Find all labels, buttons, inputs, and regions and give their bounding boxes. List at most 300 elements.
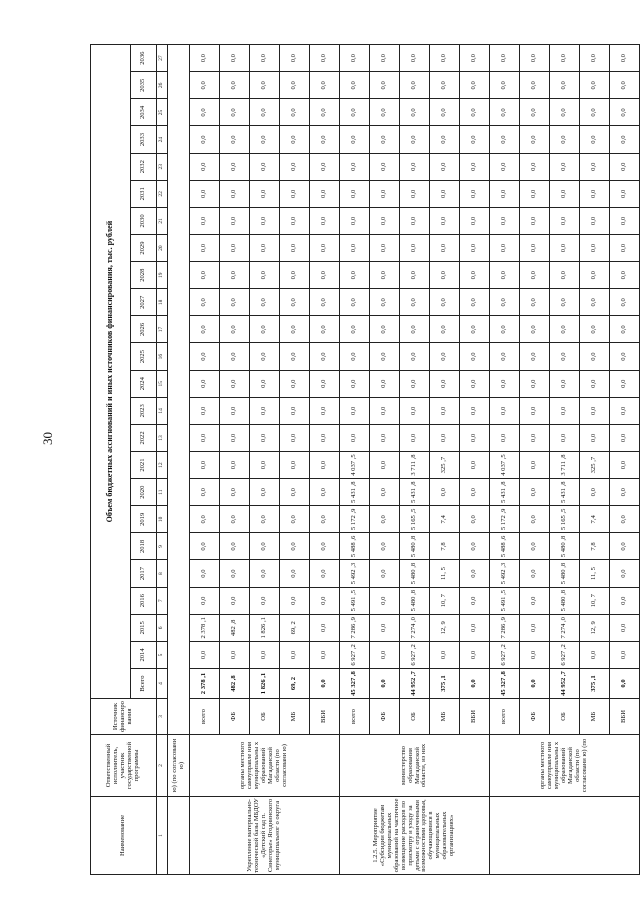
year-value: 0,0: [580, 641, 610, 668]
year-value: 0,0: [190, 370, 220, 397]
year-value: 0,0: [430, 370, 460, 397]
year-value: 5 431 ,8: [400, 479, 430, 506]
header-name: Наименование: [91, 797, 157, 875]
header-year: 2031: [131, 180, 157, 207]
year-value: 0,0: [460, 614, 490, 641]
year-value: 5 480 ,8: [550, 533, 580, 560]
year-value: 0,0: [370, 397, 400, 424]
rotated-table-wrapper: [90, 45, 628, 875]
year-value: 0,0: [490, 343, 520, 370]
year-value: 0,0: [430, 641, 460, 668]
funding-source: всего: [340, 699, 370, 735]
item-responsible: министерство образования Магаданской области, из них: [340, 735, 490, 797]
header-year: 2019: [131, 506, 157, 533]
year-value: 0,0: [190, 424, 220, 451]
year-value: 0,0: [220, 370, 250, 397]
year-value: 0,0: [220, 560, 250, 587]
year-value: 0,0: [370, 424, 400, 451]
year-value: 0,0: [460, 72, 490, 99]
header-index: 18: [157, 289, 168, 316]
year-value: 7 274 ,0: [550, 614, 580, 641]
year-value: 5 172 ,9: [490, 506, 520, 533]
year-value: 0,0: [490, 126, 520, 153]
year-value: 0,0: [460, 126, 490, 153]
year-value: 5 480 ,8: [400, 533, 430, 560]
header-year: 2024: [131, 370, 157, 397]
year-value: 0,0: [550, 72, 580, 99]
year-value: 0,0: [610, 180, 640, 207]
year-value: 0,0: [430, 479, 460, 506]
year-value: 0,0: [190, 262, 220, 289]
year-value: 0,0: [460, 153, 490, 180]
year-value: 0,0: [280, 343, 310, 370]
header-year: 2030: [131, 207, 157, 234]
year-value: 0,0: [490, 397, 520, 424]
funding-source: всего: [490, 699, 520, 735]
year-value: 0,0: [220, 343, 250, 370]
year-value: 5 165 ,5: [550, 506, 580, 533]
header-index: 21: [157, 207, 168, 234]
year-value: 5 492 ,3: [490, 560, 520, 587]
year-value: 69, 2: [280, 614, 310, 641]
year-value: 0,0: [520, 235, 550, 262]
year-value: 0,0: [220, 235, 250, 262]
year-value: 0,0: [340, 397, 370, 424]
year-value: 0,0: [250, 207, 280, 234]
year-value: 0,0: [310, 343, 340, 370]
year-value: 0,0: [610, 506, 640, 533]
funding-source: ФБ: [370, 699, 400, 735]
year-value: 0,0: [580, 479, 610, 506]
header-year: 2022: [131, 424, 157, 451]
year-value: 0,0: [430, 424, 460, 451]
year-value: 0,0: [340, 153, 370, 180]
table-row: [340, 45, 370, 875]
total-value: 0,0: [520, 669, 550, 699]
header-year: 2015: [131, 614, 157, 641]
year-value: 0,0: [370, 235, 400, 262]
year-value: 0,0: [370, 560, 400, 587]
funding-table: [90, 44, 640, 875]
header-year: 2026: [131, 316, 157, 343]
year-value: 10, 7: [430, 587, 460, 614]
year-value: 0,0: [310, 587, 340, 614]
year-value: 0,0: [370, 45, 400, 72]
year-value: 0,0: [430, 180, 460, 207]
year-value: 0,0: [190, 479, 220, 506]
year-value: 0,0: [550, 262, 580, 289]
year-value: 7 286 ,9: [490, 614, 520, 641]
year-value: 0,0: [580, 424, 610, 451]
year-value: 0,0: [220, 72, 250, 99]
year-value: 0,0: [520, 316, 550, 343]
year-value: 0,0: [580, 289, 610, 316]
funding-source: ФБ: [220, 699, 250, 735]
year-value: 0,0: [370, 72, 400, 99]
year-value: 0,0: [370, 289, 400, 316]
total-value: 0,0: [460, 669, 490, 699]
year-value: 0,0: [280, 560, 310, 587]
year-value: 0,0: [220, 316, 250, 343]
header-index: 11: [157, 479, 168, 506]
year-value: 0,0: [190, 533, 220, 560]
year-value: 0,0: [490, 207, 520, 234]
year-value: 11, 5: [580, 560, 610, 587]
year-value: 0,0: [460, 235, 490, 262]
year-value: 0,0: [190, 506, 220, 533]
empty-cell: [168, 45, 190, 735]
year-value: 0,0: [310, 506, 340, 533]
table-row: [190, 45, 220, 875]
year-value: 0,0: [310, 235, 340, 262]
header-index: 19: [157, 262, 168, 289]
year-value: 0,0: [310, 479, 340, 506]
year-value: 0,0: [280, 207, 310, 234]
year-value: 0,0: [220, 479, 250, 506]
item-name: [490, 797, 640, 875]
year-value: 0,0: [280, 452, 310, 479]
year-value: 0,0: [220, 126, 250, 153]
item-name: 1.2.5. Мероприятие «Субсидии бюджетам муниципальных образований на частичное возмещение расходов по присмотру и уходу за детьми с ограниченными возможностями здоровья, обучающимися в муниципальных образовательных организациях»: [340, 797, 490, 875]
year-value: 0,0: [610, 560, 640, 587]
funding-source: ВБИ: [460, 699, 490, 735]
year-value: 0,0: [190, 452, 220, 479]
item-responsible: органы местного самоуправле ния муниципальны х образований Магаданской области (по согласовани ю): [190, 735, 340, 797]
year-value: 0,0: [370, 343, 400, 370]
year-value: 0,0: [250, 343, 280, 370]
year-value: 0,0: [220, 641, 250, 668]
year-value: 0,0: [310, 126, 340, 153]
year-value: 7,8: [580, 533, 610, 560]
year-value: 0,0: [190, 641, 220, 668]
year-value: 0,0: [340, 72, 370, 99]
year-value: 0,0: [280, 235, 310, 262]
year-value: 0,0: [280, 153, 310, 180]
year-value: 5 172 ,9: [340, 506, 370, 533]
table-row: [490, 45, 520, 875]
year-value: 0,0: [190, 126, 220, 153]
year-value: 0,0: [610, 533, 640, 560]
year-value: 0,0: [280, 370, 310, 397]
year-value: 0,0: [550, 343, 580, 370]
year-value: 0,0: [190, 343, 220, 370]
year-value: 0,0: [220, 587, 250, 614]
header-year: 2023: [131, 397, 157, 424]
header-index: 17: [157, 316, 168, 343]
year-value: 0,0: [250, 506, 280, 533]
total-value: 0,0: [610, 669, 640, 699]
year-value: 0,0: [190, 99, 220, 126]
year-value: 0,0: [250, 479, 280, 506]
year-value: 0,0: [610, 316, 640, 343]
year-value: 0,0: [520, 180, 550, 207]
year-value: 4 037 ,5: [340, 452, 370, 479]
year-value: 5 431 ,8: [490, 479, 520, 506]
year-value: 0,0: [430, 316, 460, 343]
year-value: 6 927 ,2: [400, 641, 430, 668]
year-value: 0,0: [520, 99, 550, 126]
year-value: 0,0: [490, 153, 520, 180]
header-index: 16: [157, 343, 168, 370]
year-value: 0,0: [310, 614, 340, 641]
year-value: 0,0: [280, 506, 310, 533]
year-value: 0,0: [610, 587, 640, 614]
year-value: 0,0: [370, 614, 400, 641]
year-value: 0,0: [490, 370, 520, 397]
total-value: 2 378 ,1: [190, 669, 220, 699]
year-value: 0,0: [520, 262, 550, 289]
year-value: 0,0: [610, 99, 640, 126]
year-value: 0,0: [580, 72, 610, 99]
item-name: [168, 797, 190, 875]
year-value: 0,0: [610, 370, 640, 397]
header-year: 2036: [131, 45, 157, 72]
year-value: 0,0: [490, 235, 520, 262]
year-value: 0,0: [250, 641, 280, 668]
header-year: 2034: [131, 99, 157, 126]
year-value: 0,0: [610, 452, 640, 479]
header-year: 2014: [131, 641, 157, 668]
year-value: 0,0: [610, 343, 640, 370]
year-value: 5 431 ,8: [340, 479, 370, 506]
year-value: 325 ,7: [580, 452, 610, 479]
header-year: 2029: [131, 235, 157, 262]
header-responsible: Ответственный исполнитель, участник государственной программы: [91, 735, 157, 797]
funding-source: ФБ: [520, 699, 550, 735]
year-value: 0,0: [520, 397, 550, 424]
year-value: 0,0: [280, 397, 310, 424]
year-value: 0,0: [340, 262, 370, 289]
year-value: 4 037 ,5: [490, 452, 520, 479]
year-value: 0,0: [310, 99, 340, 126]
funding-source: ВБИ: [610, 699, 640, 735]
funding-source: МБ: [580, 699, 610, 735]
year-value: 0,0: [520, 614, 550, 641]
year-value: 0,0: [340, 180, 370, 207]
year-value: 0,0: [400, 370, 430, 397]
year-value: 0,0: [370, 262, 400, 289]
year-value: 0,0: [610, 641, 640, 668]
funding-source: ОБ: [550, 699, 580, 735]
year-value: 0,0: [520, 452, 550, 479]
year-value: 0,0: [400, 262, 430, 289]
year-value: 0,0: [190, 45, 220, 72]
year-value: 12, 9: [580, 614, 610, 641]
year-value: 0,0: [370, 452, 400, 479]
header-index: 23: [157, 153, 168, 180]
year-value: 0,0: [370, 153, 400, 180]
year-value: 0,0: [520, 587, 550, 614]
year-value: 0,0: [250, 72, 280, 99]
year-value: 0,0: [280, 316, 310, 343]
year-value: 0,0: [250, 452, 280, 479]
year-value: 0,0: [250, 153, 280, 180]
year-value: 0,0: [340, 343, 370, 370]
year-value: 0,0: [490, 424, 520, 451]
year-value: 0,0: [610, 235, 640, 262]
year-value: 0,0: [580, 235, 610, 262]
year-value: 0,0: [370, 533, 400, 560]
year-value: 0,0: [340, 289, 370, 316]
year-value: 0,0: [610, 207, 640, 234]
year-value: 0,0: [190, 153, 220, 180]
year-value: 6 927 ,2: [550, 641, 580, 668]
header-index: 6: [157, 614, 168, 641]
header-year: 2027: [131, 289, 157, 316]
header-index: 5: [157, 641, 168, 668]
year-value: 0,0: [370, 316, 400, 343]
funding-source: всего: [190, 699, 220, 735]
year-value: 5 488 ,6: [340, 533, 370, 560]
total-value: 375 ,1: [430, 669, 460, 699]
total-value: 482 ,8: [220, 669, 250, 699]
year-value: 0,0: [280, 45, 310, 72]
total-value: 45 327 ,8: [490, 669, 520, 699]
year-value: 5 480 ,8: [400, 587, 430, 614]
year-value: 0,0: [340, 45, 370, 72]
year-value: 0,0: [520, 370, 550, 397]
year-value: 0,0: [190, 289, 220, 316]
year-value: 0,0: [460, 99, 490, 126]
year-value: 0,0: [400, 45, 430, 72]
header-index: 3: [157, 699, 168, 735]
header-year: 2028: [131, 262, 157, 289]
year-value: 0,0: [370, 99, 400, 126]
year-value: 7,8: [430, 533, 460, 560]
year-value: 0,0: [400, 397, 430, 424]
year-value: 0,0: [370, 370, 400, 397]
year-value: 0,0: [250, 235, 280, 262]
year-value: 0,0: [580, 99, 610, 126]
header-year: 2020: [131, 479, 157, 506]
year-value: 0,0: [520, 641, 550, 668]
year-value: 0,0: [580, 370, 610, 397]
year-value: 12, 9: [430, 614, 460, 641]
year-value: 0,0: [370, 587, 400, 614]
header-index: 1: [157, 797, 168, 875]
year-value: 0,0: [220, 262, 250, 289]
year-value: 0,0: [460, 316, 490, 343]
year-value: 0,0: [220, 452, 250, 479]
year-value: 0,0: [550, 235, 580, 262]
year-value: 0,0: [220, 397, 250, 424]
year-value: 0,0: [430, 99, 460, 126]
year-value: 0,0: [550, 153, 580, 180]
year-value: 0,0: [550, 289, 580, 316]
year-value: 0,0: [460, 424, 490, 451]
header-source: Источник финансирования: [91, 699, 157, 735]
header-index: 26: [157, 72, 168, 99]
year-value: 0,0: [220, 289, 250, 316]
year-value: 0,0: [520, 343, 550, 370]
year-value: 5 491 ,5: [340, 587, 370, 614]
year-value: 0,0: [400, 343, 430, 370]
year-value: 0,0: [250, 370, 280, 397]
year-value: 0,0: [220, 45, 250, 72]
year-value: 0,0: [220, 533, 250, 560]
year-value: 0,0: [520, 207, 550, 234]
header-year: 2016: [131, 587, 157, 614]
year-value: 0,0: [310, 153, 340, 180]
year-value: 0,0: [460, 506, 490, 533]
year-value: 0,0: [340, 424, 370, 451]
total-value: 1 826 ,1: [250, 669, 280, 699]
year-value: 0,0: [190, 180, 220, 207]
year-value: 0,0: [580, 126, 610, 153]
year-value: 0,0: [430, 153, 460, 180]
year-value: 0,0: [310, 641, 340, 668]
year-value: 0,0: [280, 424, 310, 451]
year-value: 0,0: [190, 397, 220, 424]
year-value: 0,0: [280, 479, 310, 506]
year-value: 5 480 ,8: [550, 587, 580, 614]
year-value: 0,0: [310, 289, 340, 316]
year-value: 0,0: [400, 153, 430, 180]
year-value: 0,0: [400, 72, 430, 99]
year-value: 0,0: [520, 126, 550, 153]
year-value: 5 488 ,6: [490, 533, 520, 560]
year-value: 0,0: [250, 289, 280, 316]
year-value: 0,0: [460, 587, 490, 614]
total-value: 44 952 ,7: [550, 669, 580, 699]
table-row: [168, 45, 190, 875]
year-value: 0,0: [520, 424, 550, 451]
year-value: 0,0: [460, 452, 490, 479]
year-value: 0,0: [400, 235, 430, 262]
total-value: 69, 2: [280, 669, 310, 699]
year-value: 0,0: [280, 533, 310, 560]
year-value: 0,0: [220, 180, 250, 207]
header-year: 2025: [131, 343, 157, 370]
year-value: 0,0: [520, 479, 550, 506]
year-value: 0,0: [580, 180, 610, 207]
year-value: 0,0: [520, 72, 550, 99]
funding-source: ВБИ: [310, 699, 340, 735]
funding-source: МБ: [430, 699, 460, 735]
year-value: 0,0: [220, 153, 250, 180]
year-value: 0,0: [490, 45, 520, 72]
year-value: 0,0: [310, 180, 340, 207]
total-value: 0,0: [370, 669, 400, 699]
year-value: 0,0: [310, 72, 340, 99]
year-value: 11, 5: [430, 560, 460, 587]
year-value: 0,0: [610, 479, 640, 506]
year-value: 6 927 ,2: [490, 641, 520, 668]
year-value: 5 480 ,8: [550, 560, 580, 587]
year-value: 0,0: [460, 207, 490, 234]
year-value: 0,0: [460, 262, 490, 289]
item-name: Укрепление материально-технической базы МБДОУ «Детский сад п. Синегорье» Ягоднинского муниципальног о округа: [190, 797, 340, 875]
year-value: 482 ,8: [220, 614, 250, 641]
year-value: 0,0: [280, 641, 310, 668]
header-index: 12: [157, 452, 168, 479]
year-value: 0,0: [400, 126, 430, 153]
year-value: 0,0: [490, 289, 520, 316]
year-value: 0,0: [520, 506, 550, 533]
year-value: 0,0: [550, 180, 580, 207]
year-value: 0,0: [310, 316, 340, 343]
year-value: 0,0: [430, 397, 460, 424]
year-value: 0,0: [220, 424, 250, 451]
header-year: 2018: [131, 533, 157, 560]
year-value: 0,0: [460, 533, 490, 560]
year-value: 0,0: [310, 424, 340, 451]
year-value: 0,0: [550, 126, 580, 153]
year-value: 5 480 ,8: [400, 560, 430, 587]
year-value: 0,0: [460, 560, 490, 587]
year-value: 0,0: [310, 452, 340, 479]
item-responsible: ю) (по согласовани ю): [168, 735, 190, 797]
